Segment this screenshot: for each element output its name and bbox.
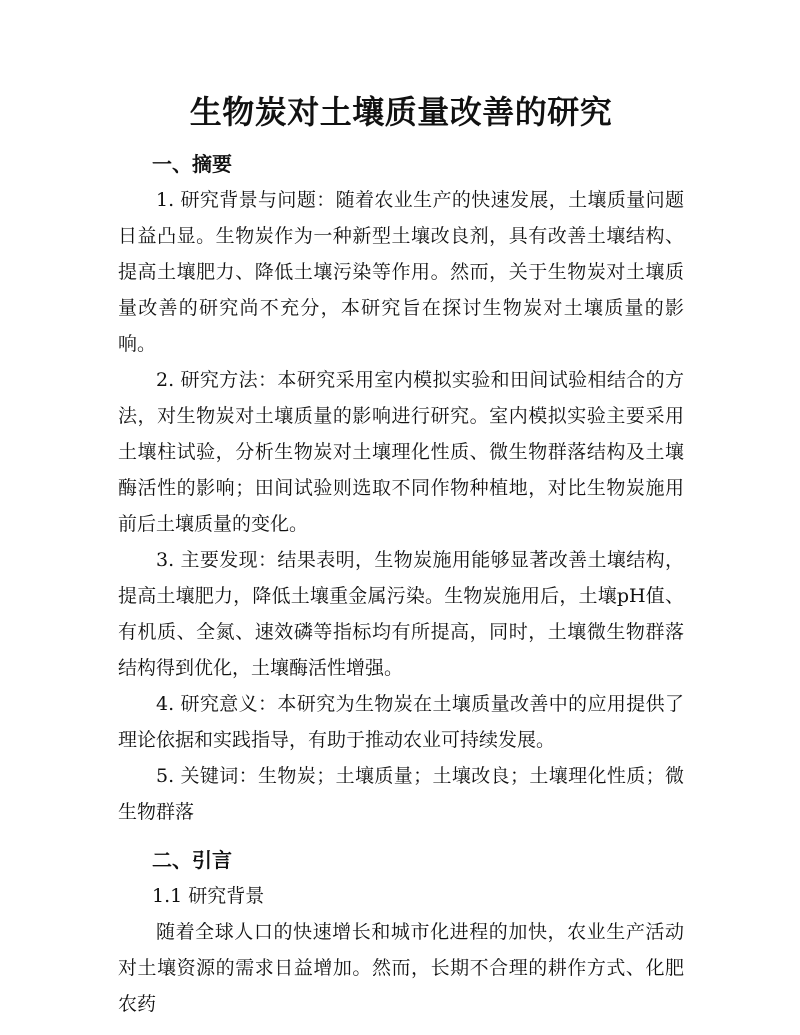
document-title: 生物炭对土壤质量改善的研究 [189, 93, 613, 131]
abstract-section [118, 146, 684, 830]
abstract-heading: 一、摘要 [152, 152, 232, 176]
introduction-section [118, 842, 684, 1022]
abstract-paragraph-2: 2. 研究方法：本研究采用室内模拟实验和田间试验相结合的方法，对生物炭对土壤质量的影响进行研究。室内模拟实验主要采用土壤柱试验，分析生物炭对土壤理化性质、微生物群落结构及土壤酶活性的影响；田间试验则选取不同作物种植地，对比生物炭施用前后土壤质量的变化。 [118, 369, 684, 535]
introduction-heading: 二、引言 [152, 848, 232, 872]
abstract-keywords: 5. 关键词：生物炭；土壤质量；土壤改良；土壤理化性质；微生物群落 [118, 765, 684, 823]
introduction-paragraph-1: 随着全球人口的快速增长和城市化进程的加快，农业生产活动对土壤资源的需求日益增加。然而，长期不合理的耕作方式、化肥农药 [118, 921, 684, 1015]
abstract-paragraph-4: 4. 研究意义：本研究为生物炭在土壤质量改善中的应用提供了理论依据和实践指导，有助于推动农业可持续发展。 [118, 693, 684, 751]
research-background-heading: 1.1 研究背景 [152, 885, 265, 907]
abstract-paragraph-3: 3. 主要发现：结果表明，生物炭施用能够显著改善土壤结构，提高土壤肥力，降低土壤重金属污染。生物炭施用后，土壤pH值、有机质、全氮、速效磷等指标均有所提高，同时，土壤微生物群落结构得到优化，土壤酶活性增强。 [118, 549, 684, 679]
abstract-paragraph-1: 1. 研究背景与问题：随着农业生产的快速发展，土壤质量问题日益凸显。生物炭作为一种新型土壤改良剂，具有改善土壤结构、提高土壤肥力、降低土壤污染等作用。然而，关于生物炭对土壤质量改善的研究尚不充分，本研究旨在探讨生物炭对土壤质量的影响。 [118, 189, 684, 355]
